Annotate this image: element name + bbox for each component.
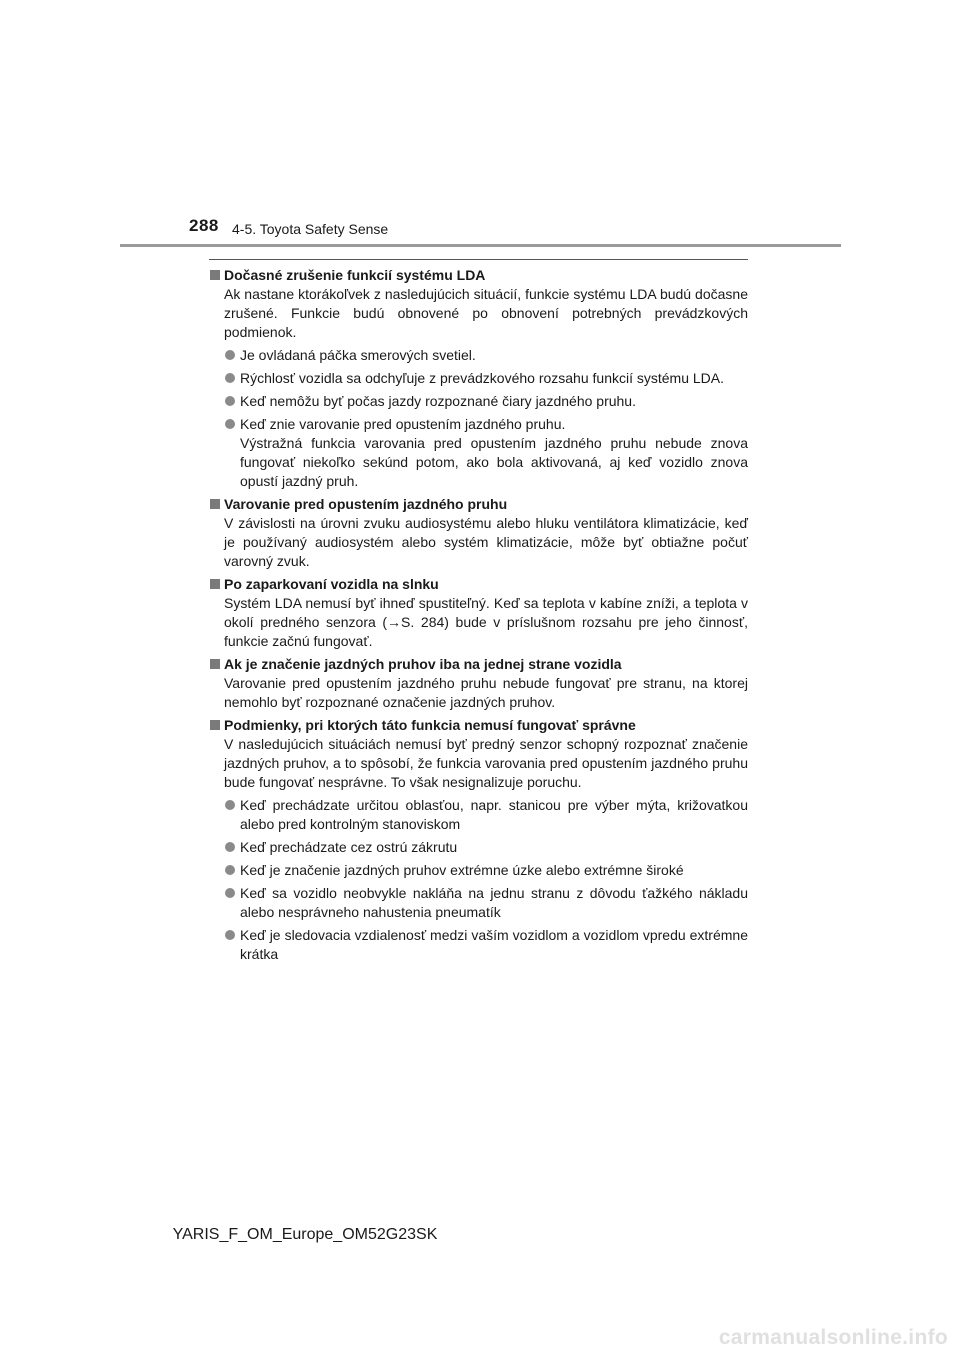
list-item-text: Keď sa vozidlo neobvykle nakláňa na jednu stranu z dôvodu ťažkého nákladu alebo nesprávneho nahustenia pneumatík xyxy=(240,885,748,920)
list-item-text: Výstražná funkcia varovania pred opustením jazdného pruhu nebude znova fungovať niekoľko sekúnd potom, ako bola aktivovaná, aj keď vozidlo znova opustí jazdný pruh. xyxy=(240,435,748,489)
content-rule xyxy=(209,259,748,260)
section-heading-text: Dočasné zrušenie funkcií systému LDA xyxy=(224,267,486,283)
list-item xyxy=(210,796,748,834)
list-item xyxy=(210,926,748,964)
paragraph-text: Systém LDA nemusí byť ihneď spustiteľný. Keď sa teplota v kabíne zníži, a teplota v okolí predného senzora (→S. 284) bude v príslušnom rozsahu pre jeho činnosť, funkcie začnú fungovať. xyxy=(224,595,748,649)
section-heading xyxy=(210,575,748,594)
content-section xyxy=(210,495,748,571)
content-section xyxy=(210,655,748,712)
list-item-text: Keď znie varovanie pred opustením jazdného pruhu. xyxy=(240,416,566,432)
circle-bullet-icon xyxy=(225,373,235,383)
circle-bullet-icon xyxy=(225,419,235,429)
section-paragraph xyxy=(210,285,748,342)
section-heading-text: Varovanie pred opustením jazdného pruhu xyxy=(224,496,508,512)
page-content xyxy=(210,266,748,968)
circle-bullet-icon xyxy=(225,842,235,852)
list-item xyxy=(210,861,748,880)
content-section xyxy=(210,716,748,964)
section-heading-text: Podmienky, pri ktorých táto funkcia nemusí fungovať správne xyxy=(224,717,636,733)
page-number: 288 xyxy=(189,216,219,235)
list-item-text: Keď je značenie jazdných pruhov extrémne úzke alebo extrémne široké xyxy=(240,862,684,878)
page-header xyxy=(0,0,960,260)
page-footer xyxy=(0,1226,960,1244)
content-section xyxy=(210,575,748,651)
watermark: carmanualsonline.info xyxy=(718,1326,948,1349)
paragraph-text: Varovanie pred opustením jazdného pruhu nebude fungovať pre stranu, na ktorej nemohlo byť rozpoznané označenie jazdných pruhov. xyxy=(224,675,748,710)
document-code: YARIS_F_OM_Europe_OM52G23SK xyxy=(172,1226,438,1243)
list-item-text: Keď nemôžu byť počas jazdy rozpoznané čiary jazdného pruhu. xyxy=(240,393,636,409)
square-bullet-icon xyxy=(210,499,220,509)
list-item-text: Keď je sledovacia vzdialenosť medzi vaším vozidlom a vozidlom vpredu extrémne krátka xyxy=(240,927,748,962)
section-paragraph xyxy=(210,594,748,651)
list-item-text: Keď prechádzate určitou oblasťou, napr. stanicou pre výber mýta, križovatkou alebo pred kontrolným stanoviskom xyxy=(240,797,748,832)
circle-bullet-icon xyxy=(225,396,235,406)
section-heading xyxy=(210,266,748,285)
list-item xyxy=(210,369,748,388)
circle-bullet-icon xyxy=(225,930,235,940)
section-paragraph xyxy=(210,514,748,571)
square-bullet-icon xyxy=(210,579,220,589)
section-heading xyxy=(210,716,748,735)
section-heading xyxy=(210,495,748,514)
circle-bullet-icon xyxy=(225,800,235,810)
list-item-text: Rýchlosť vozidla sa odchyľuje z prevádzkového rozsahu funkcií systému LDA. xyxy=(240,370,725,386)
list-item xyxy=(210,884,748,922)
square-bullet-icon xyxy=(210,270,220,280)
section-heading xyxy=(210,655,748,674)
list-item xyxy=(210,392,748,411)
section-paragraph xyxy=(210,674,748,712)
square-bullet-icon xyxy=(210,659,220,669)
list-item xyxy=(210,415,748,491)
paragraph-text: V závislosti na úrovni zvuku audiosystému alebo hluku ventilátora klimatizácie, keď je používaný audiosystém alebo systém klimatizácie, môže byť obtiažne počuť varovný zvuk. xyxy=(224,515,748,569)
section-paragraph xyxy=(210,735,748,792)
circle-bullet-icon xyxy=(225,888,235,898)
square-bullet-icon xyxy=(210,720,220,730)
paragraph-text: Ak nastane ktorákoľvek z nasledujúcich situácií, funkcie systému LDA budú dočasne zrušené. Funkcie budú obnovené po obnovení potrebných prevádzkových podmienok. xyxy=(224,286,748,340)
circle-bullet-icon xyxy=(225,865,235,875)
list-item xyxy=(210,838,748,857)
section-heading-text: Ak je značenie jazdných pruhov iba na jednej strane vozidla xyxy=(224,656,622,672)
list-item-text: Keď prechádzate cez ostrú zákrutu xyxy=(240,839,458,855)
list-item xyxy=(210,346,748,365)
circle-bullet-icon xyxy=(225,350,235,360)
section-heading-text: Po zaparkovaní vozidla na slnku xyxy=(224,576,439,592)
section-title: 4-5. Toyota Safety Sense xyxy=(232,221,389,237)
paragraph-text: V nasledujúcich situáciách nemusí byť predný senzor schopný rozpoznať značenie jazdných pruhov, a to spôsobí, že funkcia varovania pred opustením jazdného pruhu bude fungovať nesprávne. To však nesignalizuje poruchu. xyxy=(224,736,748,790)
list-item-text: Je ovládaná páčka smerových svetiel. xyxy=(240,347,476,363)
header-rule xyxy=(120,244,841,247)
content-section xyxy=(210,266,748,491)
